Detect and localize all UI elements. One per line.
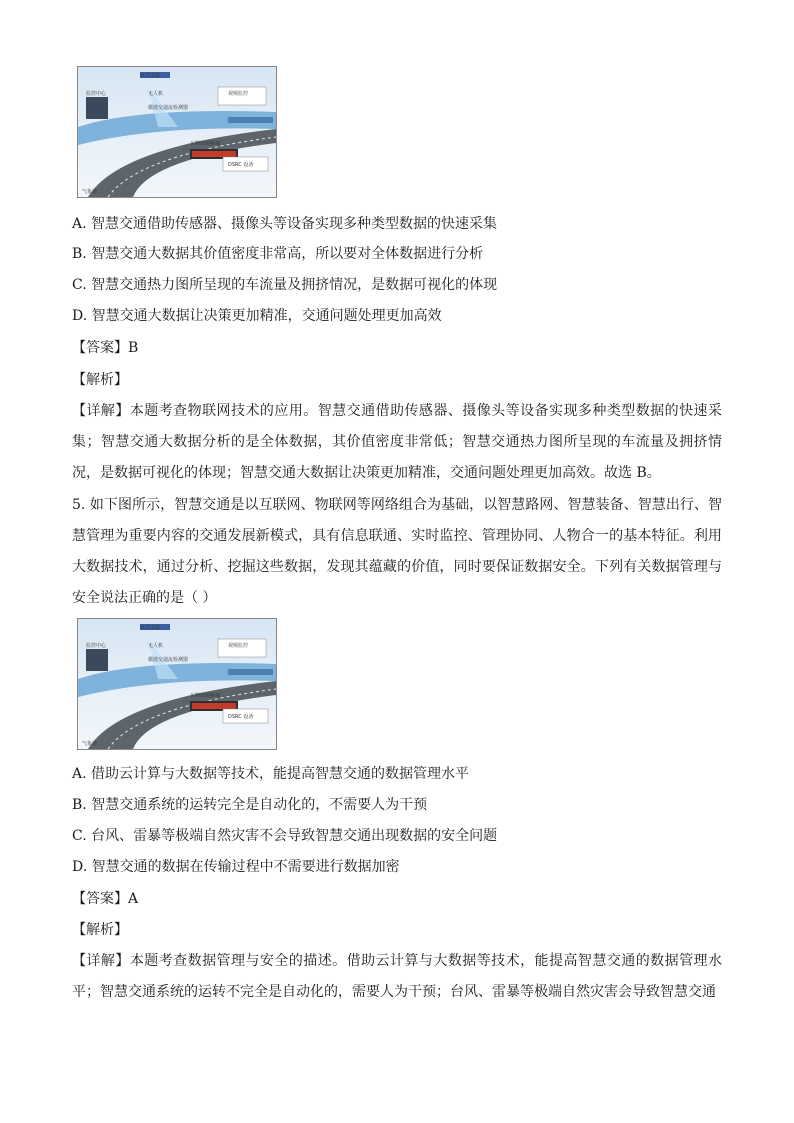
q5-option-c: C. 台风、雷暴等极端自然灾害不会导致智慧交通出现数据的安全问题 — [72, 828, 498, 844]
label-weather: 气象站 — [82, 741, 98, 747]
label-monitor: 监控中心 — [86, 91, 107, 97]
label-weather: 气象站 — [82, 189, 98, 195]
label-video: 视频监控 — [228, 643, 249, 649]
label-video: 视频监控 — [228, 91, 249, 97]
q4-option-a: A. 智慧交通借助传感器、摄像头等设备实现多种类型数据的快速采集 — [72, 216, 498, 232]
smart-traffic-figure-2 — [77, 618, 277, 750]
q5-stem: 5. 如下图所示，智慧交通是以互联网、物联网等网络组合为基础，以智慧路网、智慧装备、智慧出行、智慧管理为重要内容的交通发展新模式，具有信息联通、实时监控、管理协同、人物合一的基本特征。利用大数据技术，通过分析、挖掘这些数据，发现其蕴藏的价值，同时要保证数据安全。下列有关数据管理与安全说法正确的是（ ） — [72, 497, 722, 606]
smart-traffic-figure-1 — [77, 66, 277, 198]
q4-analysis-label: 【解析】 — [72, 372, 128, 388]
label-satellite: 北斗卫星 — [140, 625, 161, 631]
q5-option-b: B. 智慧交通系统的运转完全是自动化的，不需要人为干预 — [72, 797, 428, 813]
label-microwave: 微波交通流检测器 — [148, 105, 189, 111]
label-lpr: 车牌识别系统 — [190, 693, 221, 699]
q5-answer: 【答案】A — [72, 891, 139, 907]
label-microwave: 微波交通流检测器 — [148, 657, 189, 663]
label-satellite: 北斗卫星 — [140, 73, 161, 79]
q5-detail: 【详解】本题考查数据管理与安全的描述。借助云计算与大数据等技术，能提高智慧交通的数据管理水平；智慧交通系统的运转不完全是自动化的，需要人为干预；台风、雷暴等极端自然灾害会导致智慧交通 — [72, 953, 722, 1000]
q5-option-d: D. 智慧交通的数据在传输过程中不需要进行数据加密 — [72, 859, 400, 875]
q4-detail: 【详解】本题考查物联网技术的应用。智慧交通借助传感器、摄像头等设备实现多种类型数据的快速采集；智慧交通大数据分析的是全体数据，其价值密度非常低；智慧交通热力图所呈现的车流量及拥挤情况，是数据可视化的体现；智慧交通大数据让决策更加精准，交通问题处理更加高效。故选 B。 — [72, 403, 722, 481]
label-lpr: 车牌识别系统 — [190, 141, 221, 147]
q4-answer: 【答案】B — [72, 340, 139, 356]
label-dsrc: DSRC 设备 — [228, 714, 254, 720]
label-dsrc: DSRC 设备 — [228, 162, 254, 168]
label-drone: 无人机 — [148, 643, 164, 649]
q4-option-c: C. 智慧交通热力图所呈现的车流量及拥挤情况，是数据可视化的体现 — [72, 277, 498, 293]
label-drone: 无人机 — [148, 91, 164, 97]
q4-option-d: D. 智慧交通大数据让决策更加精准，交通问题处理更加高效 — [72, 308, 442, 324]
label-monitor: 监控中心 — [86, 643, 107, 649]
q4-option-b: B. 智慧交通大数据其价值密度非常高，所以要对全体数据进行分析 — [72, 246, 484, 262]
q5-option-a: A. 借助云计算与大数据等技术，能提高智慧交通的数据管理水平 — [72, 766, 470, 782]
q5-analysis-label: 【解析】 — [72, 922, 128, 938]
